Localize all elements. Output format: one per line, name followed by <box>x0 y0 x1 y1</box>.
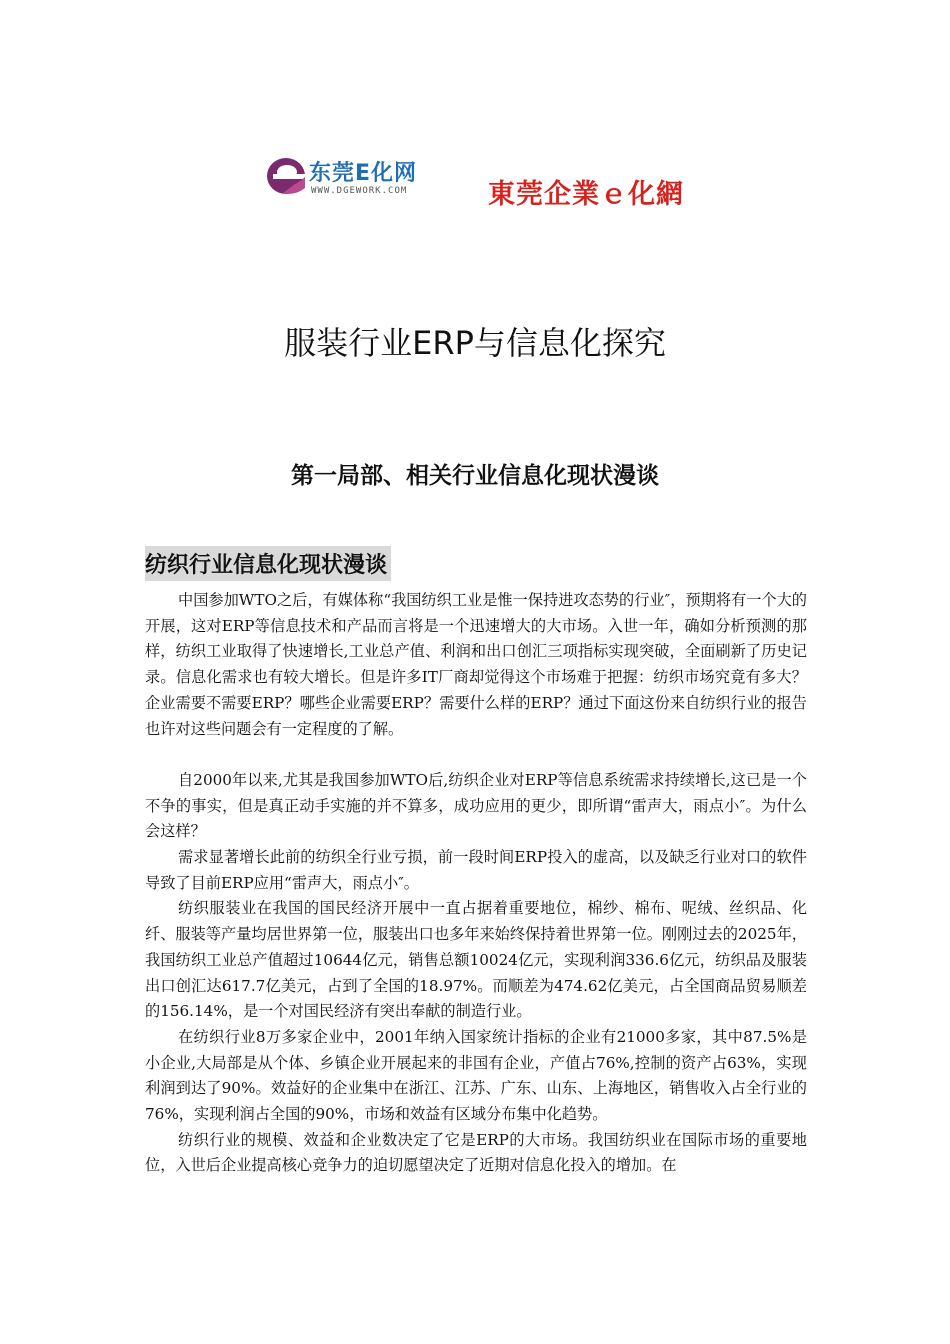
document-title: 服装行业ERP与信息化探究 <box>284 324 666 362</box>
site-name: 東莞企業ｅ化網 <box>488 179 684 210</box>
paragraph-spacer <box>145 742 807 768</box>
section-heading: 纺织行业信息化现状漫谈 <box>145 546 391 581</box>
paragraph: 中国参加WTO之后，有媒体称“我国纺织工业是惟一保持进攻态势的行业″，预期将有一个大的开展，这对ERP等信息技术和产品而言将是一个迅速增大的大市场。入世一年，确如分析预测的那样，纺织工业取得了快速增长,工业总产值、利润和出口创汇三项指标实现突破，全面刷新了历史记录。信息化需求也有较大增长。但是许多IT厂商却觉得这个市场难于把握：纺织市场究竟有多大？企业需要不需要ERP？哪些企业需要ERP？需要什么样的ERP？通过下面这份来自纺织行业的报告也许对这些问题会有一定程度的了解。 <box>145 591 807 738</box>
paragraph: 需求显著增长此前的纺织全行业亏损，前一段时间ERP投入的虚高，以及缺乏行业对口的软件导致了目前ERP应用“雷声大，雨点小″。 <box>145 848 807 892</box>
paragraph: 纺织服装业在我国的国民经济开展中一直占据着重要地位，棉纱、棉布、呢绒、丝织品、化纤、服装等产量均居世界第一位，服装出口也多年来始终保持着世界第一位。刚刚过去的2025年，我国纺织工业总产值超过10644亿元，销售总额10024亿元，实现利润336.6亿元，纺织品及服装出口创汇达617.7亿美元，占到了全国的18.97%。而顺差为474.62亿美元，占全国商品贸易顺差的156.14%，是一个对国民经济有突出奉献的制造行业。 <box>145 899 807 1021</box>
body-text <box>145 588 807 1179</box>
paragraph: 纺织行业的规模、效益和企业数决定了它是ERP的大市场。我国纺织业在国际市场的重要地位，入世后企业提高核心竞争力的迫切愿望决定了近期对信息化投入的增加。在 <box>145 1130 807 1175</box>
logo-url[interactable]: WWW.DGEWORK.COM <box>311 186 408 196</box>
paragraph: 在纺织行业8万多家企业中，2001年纳入国家统计指标的企业有21000多家，其中87.5%是小企业,大局部是从个体、乡镇企业开展起来的非国有企业，产值占76%,控制的资产占63%，实现利润到达了90%。效益好的企业集中在浙江、江苏、广东、山东、上海地区，销售收入占全行业的76%，实现利润占全国的90%，市场和效益有区域分布集中化趋势。 <box>145 1027 807 1124</box>
paragraph: 自2000年以来,尤其是我国参加WTO后,纺织企业对ERP等信息系统需求持续增长,这已是一个不争的事实，但是真正动手实施的并不算多，成功应用的更少，即所谓“雷声大，雨点小″。为什么会这样？ <box>145 770 807 841</box>
site-logo[interactable] <box>265 150 445 202</box>
logo-text: 东莞E化网 <box>309 161 418 186</box>
part-title: 第一局部、相关行业信息化现状漫谈 <box>291 463 659 489</box>
e-logo-icon <box>265 150 309 198</box>
